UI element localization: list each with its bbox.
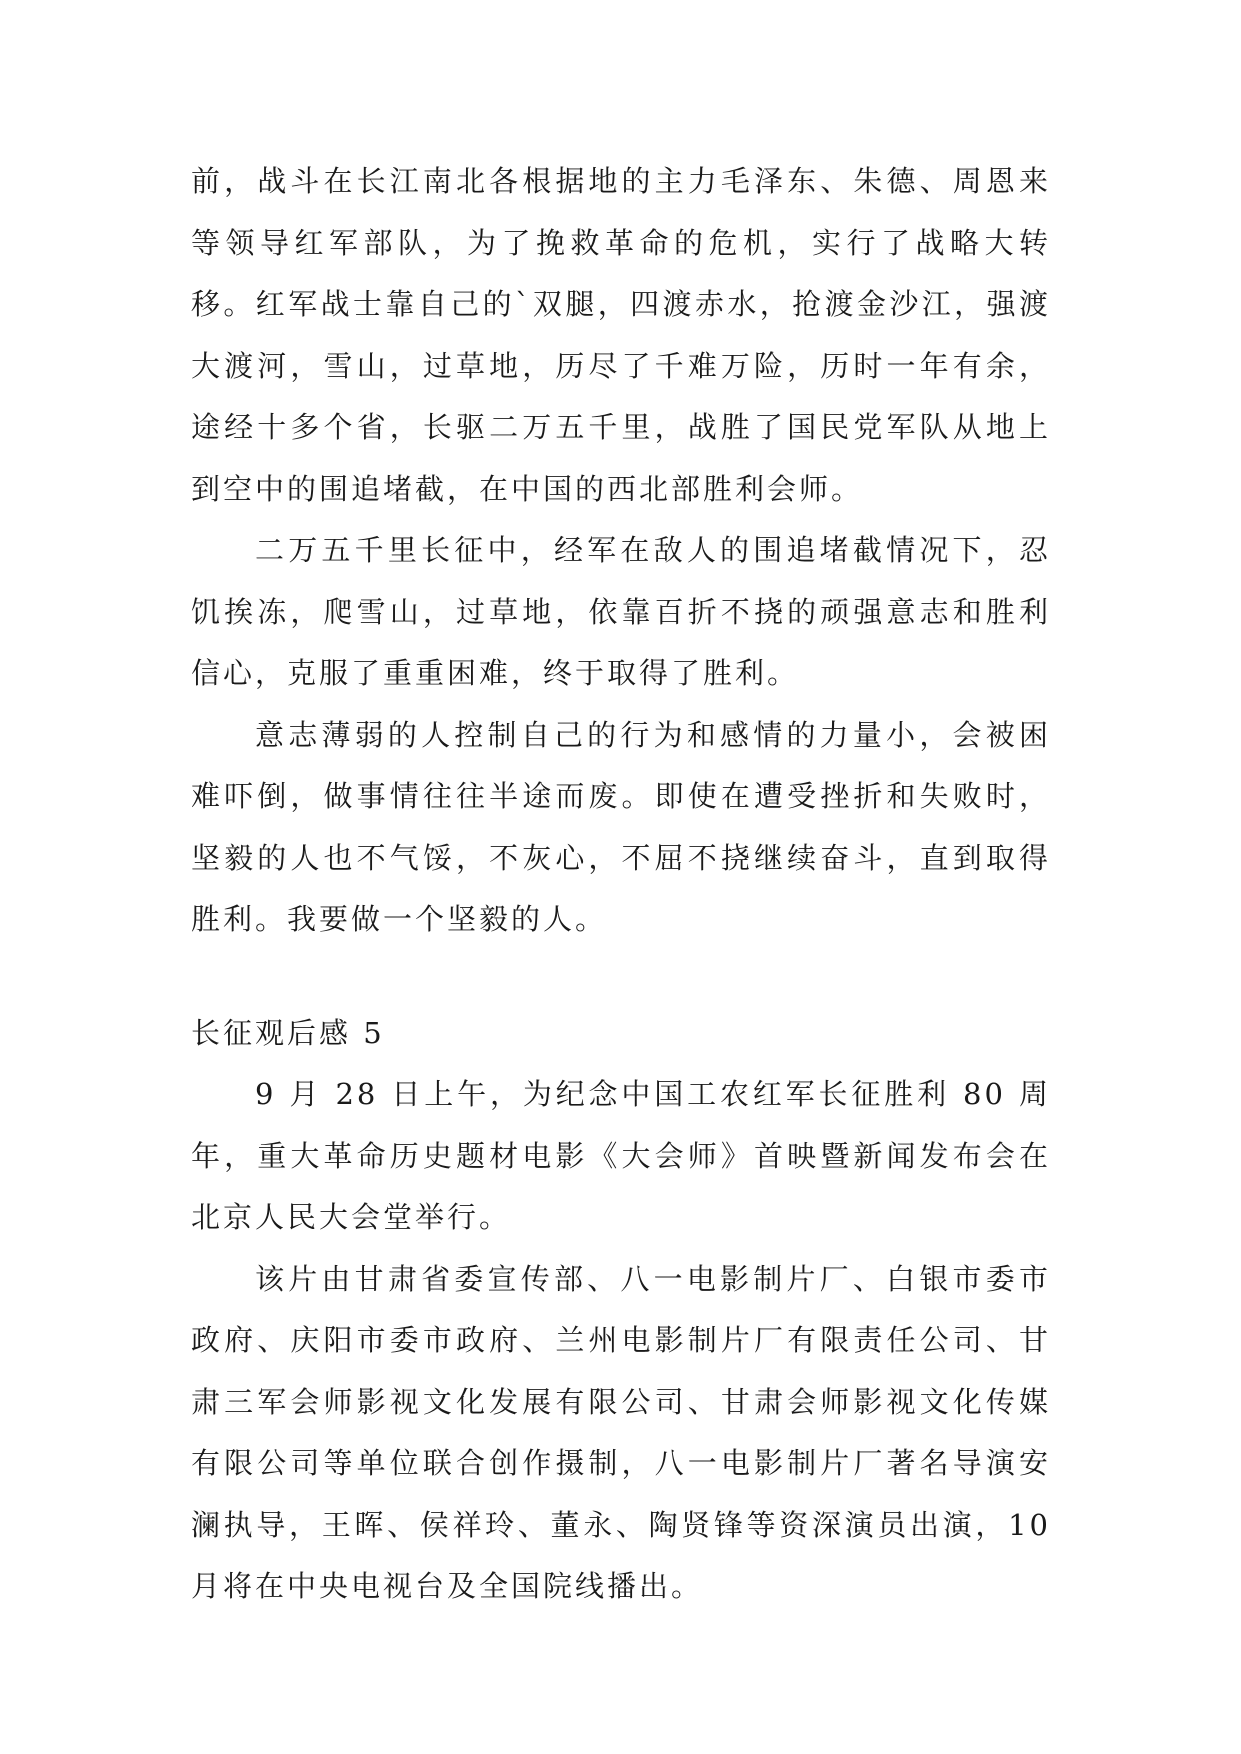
paragraph-film-production: 该片由甘肃省委宣传部、八一电影制片厂、白银市委市政府、庆阳市委市政府、兰州电影制片厂有限责任公司、甘肃三军会师影视文化发展有限公司、甘肃会师影视文化传媒有限公司等单位联合创作摄制，八一电影制片厂著名导演安澜执导，王晖、侯祥玲、董永、陶贤锋等资深演员出演，10 月将在中央电视台及全国院线播出。 [191,1261,1051,1603]
section-title: 长征观后感 5 [191,1015,385,1050]
paragraph-long-march-hardship: 二万五千里长征中，经军在敌人的围追堵截情况下，忍饥挨冻，爬雪山，过草地，依靠百折不挠的顽强意志和胜利信心，克服了重重困难，终于取得了胜利。 [191,533,1051,690]
document-body [191,151,1051,1618]
paragraph-continuation: 前，战斗在长江南北各根据地的主力毛泽东、朱德、周恩来等领导红军部队，为了挽救革命的危机，实行了战略大转移。红军战士靠自己的`双腿，四渡赤水，抢渡金沙江，强渡大渡河，雪山，过草地，历尽了千难万险，历时一年有余，途经十多个省，长驱二万五千里，战胜了国民党军队从地上到空中的围追堵截，在中国的西北部胜利会师。 [191,164,1051,506]
paragraph-perseverance: 意志薄弱的人控制自己的行为和感情的力量小，会被困难吓倒，做事情往往半途而废。即使在遭受挫折和失败时，坚毅的人也不气馁，不灰心，不屈不挠继续奋斗，直到取得胜利。我要做一个坚毅的人。 [191,717,1051,936]
paragraph-film-premiere: 9 月 28 日上午，为纪念中国工农红军长征胜利 80 周年，重大革命历史题材电影《大会师》首映暨新闻发布会在北京人民大会堂举行。 [191,1077,1051,1234]
section-spacer [191,951,1051,1003]
